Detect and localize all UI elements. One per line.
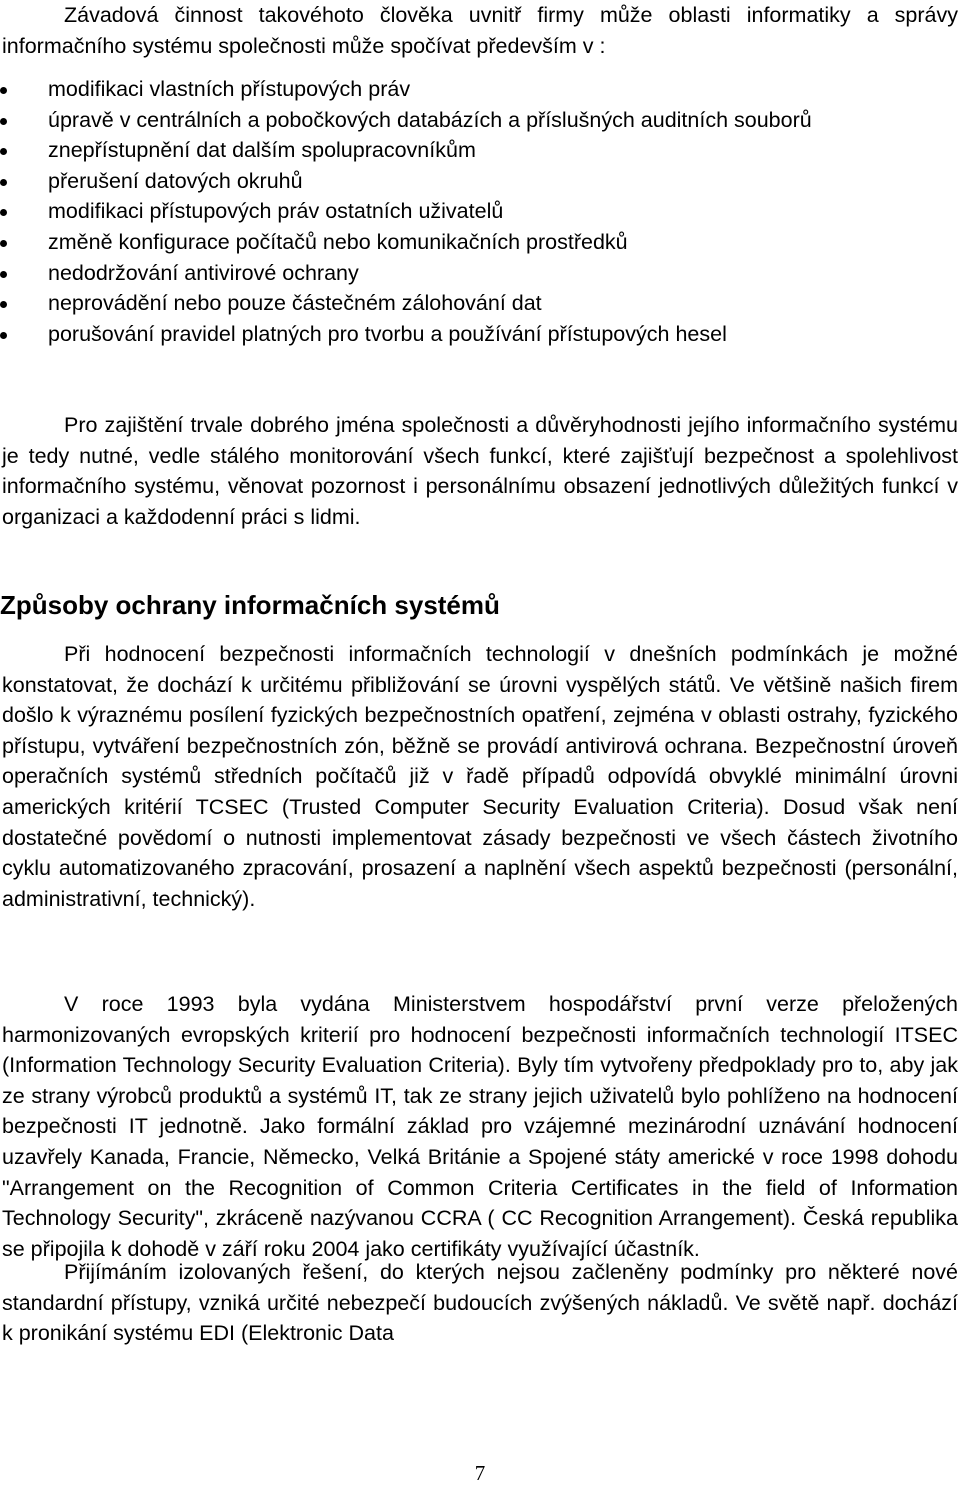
list-item: změně konfigurace počítačů nebo komunikačních prostředků: [0, 227, 958, 258]
bullet-dot-icon: [0, 240, 7, 247]
list-item: modifikaci přístupových práv ostatních uživatelů: [0, 196, 958, 227]
bullet-dot-icon: [0, 179, 7, 186]
paragraph-assessment: Při hodnocení bezpečnosti informačních technologií v dnešních podmínkách je možné konstatovat, že dochází k určitému přibližování se úrovni vyspělých států. Ve většině našich firem došlo k výraznému posílení fyzických bezpečnostních opatření, zejména v oblasti ostrahy, fyzického přístupu, vytváření bezpečnostních zón, běžně se provádí antivirová ochrana. Bezpečnostní úroveň operačních systémů středních počítačů již v řadě případů odpovídá obvyklé minimální úrovni amerických kritérií TCSEC (Trusted Computer Security Evaluation Criteria). Dosud však není dostatečné povědomí o nutnosti implementovat zásady bezpečnosti ve všech částech životního cyklu automatizovaného zpracování, prosazení a naplnění všech aspektů bezpečnosti (personální, administrativní, technický).: [2, 642, 958, 911]
page-number: 7: [474, 1461, 486, 1485]
paragraph-itsec: V roce 1993 byla vydána Ministerstvem hospodářství první verze přeložených harmonizovaných evropských kriterií pro hodnocení bezpečnosti informačních technologií ITSEC (Information Technology Security Evaluation Criteria). Byly tím vytvořeny předpoklady pro to, aby jak ze strany výrobců produktů a systémů IT, tak ze strany jejich uživatelů bylo pohlíženo na hodnocení bezpečnosti IT jednotně. Jako formální základ pro vzájemné mezinárodní uznávání hodnocení uzavřely Kanada, Francie, Německo, Velká Británie a Spojené státy americké v roce 1998 dohodu "Arrangement on the Recognition of Common Criteria Certificates in the field of Information Technology Security", zkráceně nazývanou CCRA ( CC Recognition Arrangement). Česká republika se připojila k dohodě v září roku 2004 jako certifikáty využívající účastník.: [2, 992, 958, 1261]
bullet-dot-icon: [0, 87, 7, 94]
bullet-dot-icon: [0, 332, 7, 339]
paragraph-personnel: Pro zajištění trvale dobrého jména společnosti a důvěryhodnosti jejího informačního systému je tedy nutné, vedle stálého monitorování všech funkcí, které zajišťují bezpečnost a spolehlivost informačního systému, věnovat pozornost i personálnímu obsazení jednotlivých důležitých funkcí v organizaci a každodenní práci s lidmi.: [2, 413, 958, 529]
bullet-dot-icon: [0, 301, 7, 308]
paragraph-isolated-solutions: Přijímáním izolovaných řešení, do kterých nejsou začleněny podmínky pro některé nové standardní přístupy, vzniká určité nebezpečí budoucích zvýšených nákladů. Ve světě např. dochází k pronikání systému EDI (Elektronic Data: [2, 1260, 958, 1346]
list-item: znepřístupnění dat dalším spolupracovníkům: [0, 135, 958, 166]
list-item: úpravě v centrálních a pobočkových databázích a příslušných auditních souborů: [0, 105, 958, 136]
bullet-list: [0, 74, 958, 349]
bullet-dot-icon: [0, 118, 7, 125]
bullet-dot-icon: [0, 271, 7, 278]
section-heading: Způsoby ochrany informačních systémů: [0, 590, 500, 620]
list-item: přerušení datových okruhů: [0, 166, 958, 197]
list-item: neprovádění nebo pouze částečném zálohování dat: [0, 288, 958, 319]
list-item: porušování pravidel platných pro tvorbu a používání přístupových hesel: [0, 319, 958, 350]
bullet-dot-icon: [0, 209, 7, 216]
bullet-dot-icon: [0, 148, 7, 155]
list-item: modifikaci vlastních přístupových práv: [0, 74, 958, 105]
list-item: nedodržování antivirové ochrany: [0, 258, 958, 289]
intro-paragraph: Závadová činnost takovéhoto člověka uvnitř firmy může oblasti informatiky a správy informačního systému společnosti může spočívat především v :: [2, 3, 958, 58]
